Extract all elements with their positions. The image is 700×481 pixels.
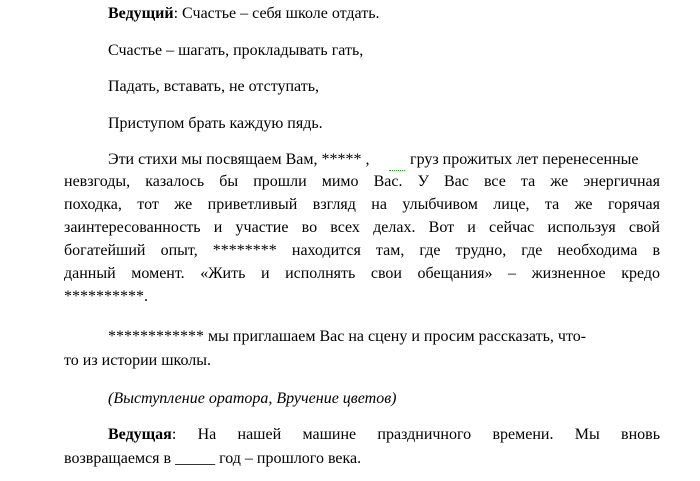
stage-direction: (Выступление оратора, Вручение цветов) [108, 390, 397, 407]
paragraph1-line-1a: Эти стихи мы посвящаем Вам, ***** , [108, 151, 370, 168]
paragraph1-line-5: богатейший опыт, ******** находится там, где трудно, где необходима в [64, 242, 660, 259]
paragraph1-line-6: данный момент. «Жить и исполнять свои обещания» – жизненное кредо [64, 265, 660, 282]
spellcheck-underline [389, 166, 405, 171]
paragraph1-line-3: походка, тот же приветливый взгляд на улыбчивом лице, та же горячая [64, 196, 660, 213]
paragraph1-line-2: невзгоды, казалось бы прошли мимо Вас. У Вас все та же энергичная [64, 173, 660, 190]
paragraph3-line-1: Ведущая: На нашей машине праздничного времени. Мы вновь [108, 426, 660, 443]
stanza-line-2: Счастье – шагать, прокладывать гать, [108, 42, 364, 59]
paragraph1-line-1b: груз прожитых лет перенесенные [410, 151, 639, 168]
paragraph1-line-7: **********. [64, 288, 148, 305]
stanza-line-3: Падать, вставать, не отступать, [108, 78, 320, 95]
stanza-line-4: Приступом брать каждую пядь. [108, 115, 323, 132]
paragraph1-line-4: заинтересованность и участие во всех делах. Вот и сейчас используя свой [64, 219, 660, 236]
paragraph2-line-1: ************ мы приглашаем Вас на сцену и просим рассказать, что- [108, 328, 587, 345]
paragraph2-line-2: то из истории школы. [64, 352, 212, 369]
paragraph3-line-2: возвращаемся в _____ год – прошлого века. [64, 450, 362, 467]
speaker-label: Ведущая [108, 426, 172, 443]
stanza-line-1: Ведущий: Счастье – себя школе отдать. [108, 5, 380, 22]
speaker-label: Ведущий [108, 5, 174, 22]
